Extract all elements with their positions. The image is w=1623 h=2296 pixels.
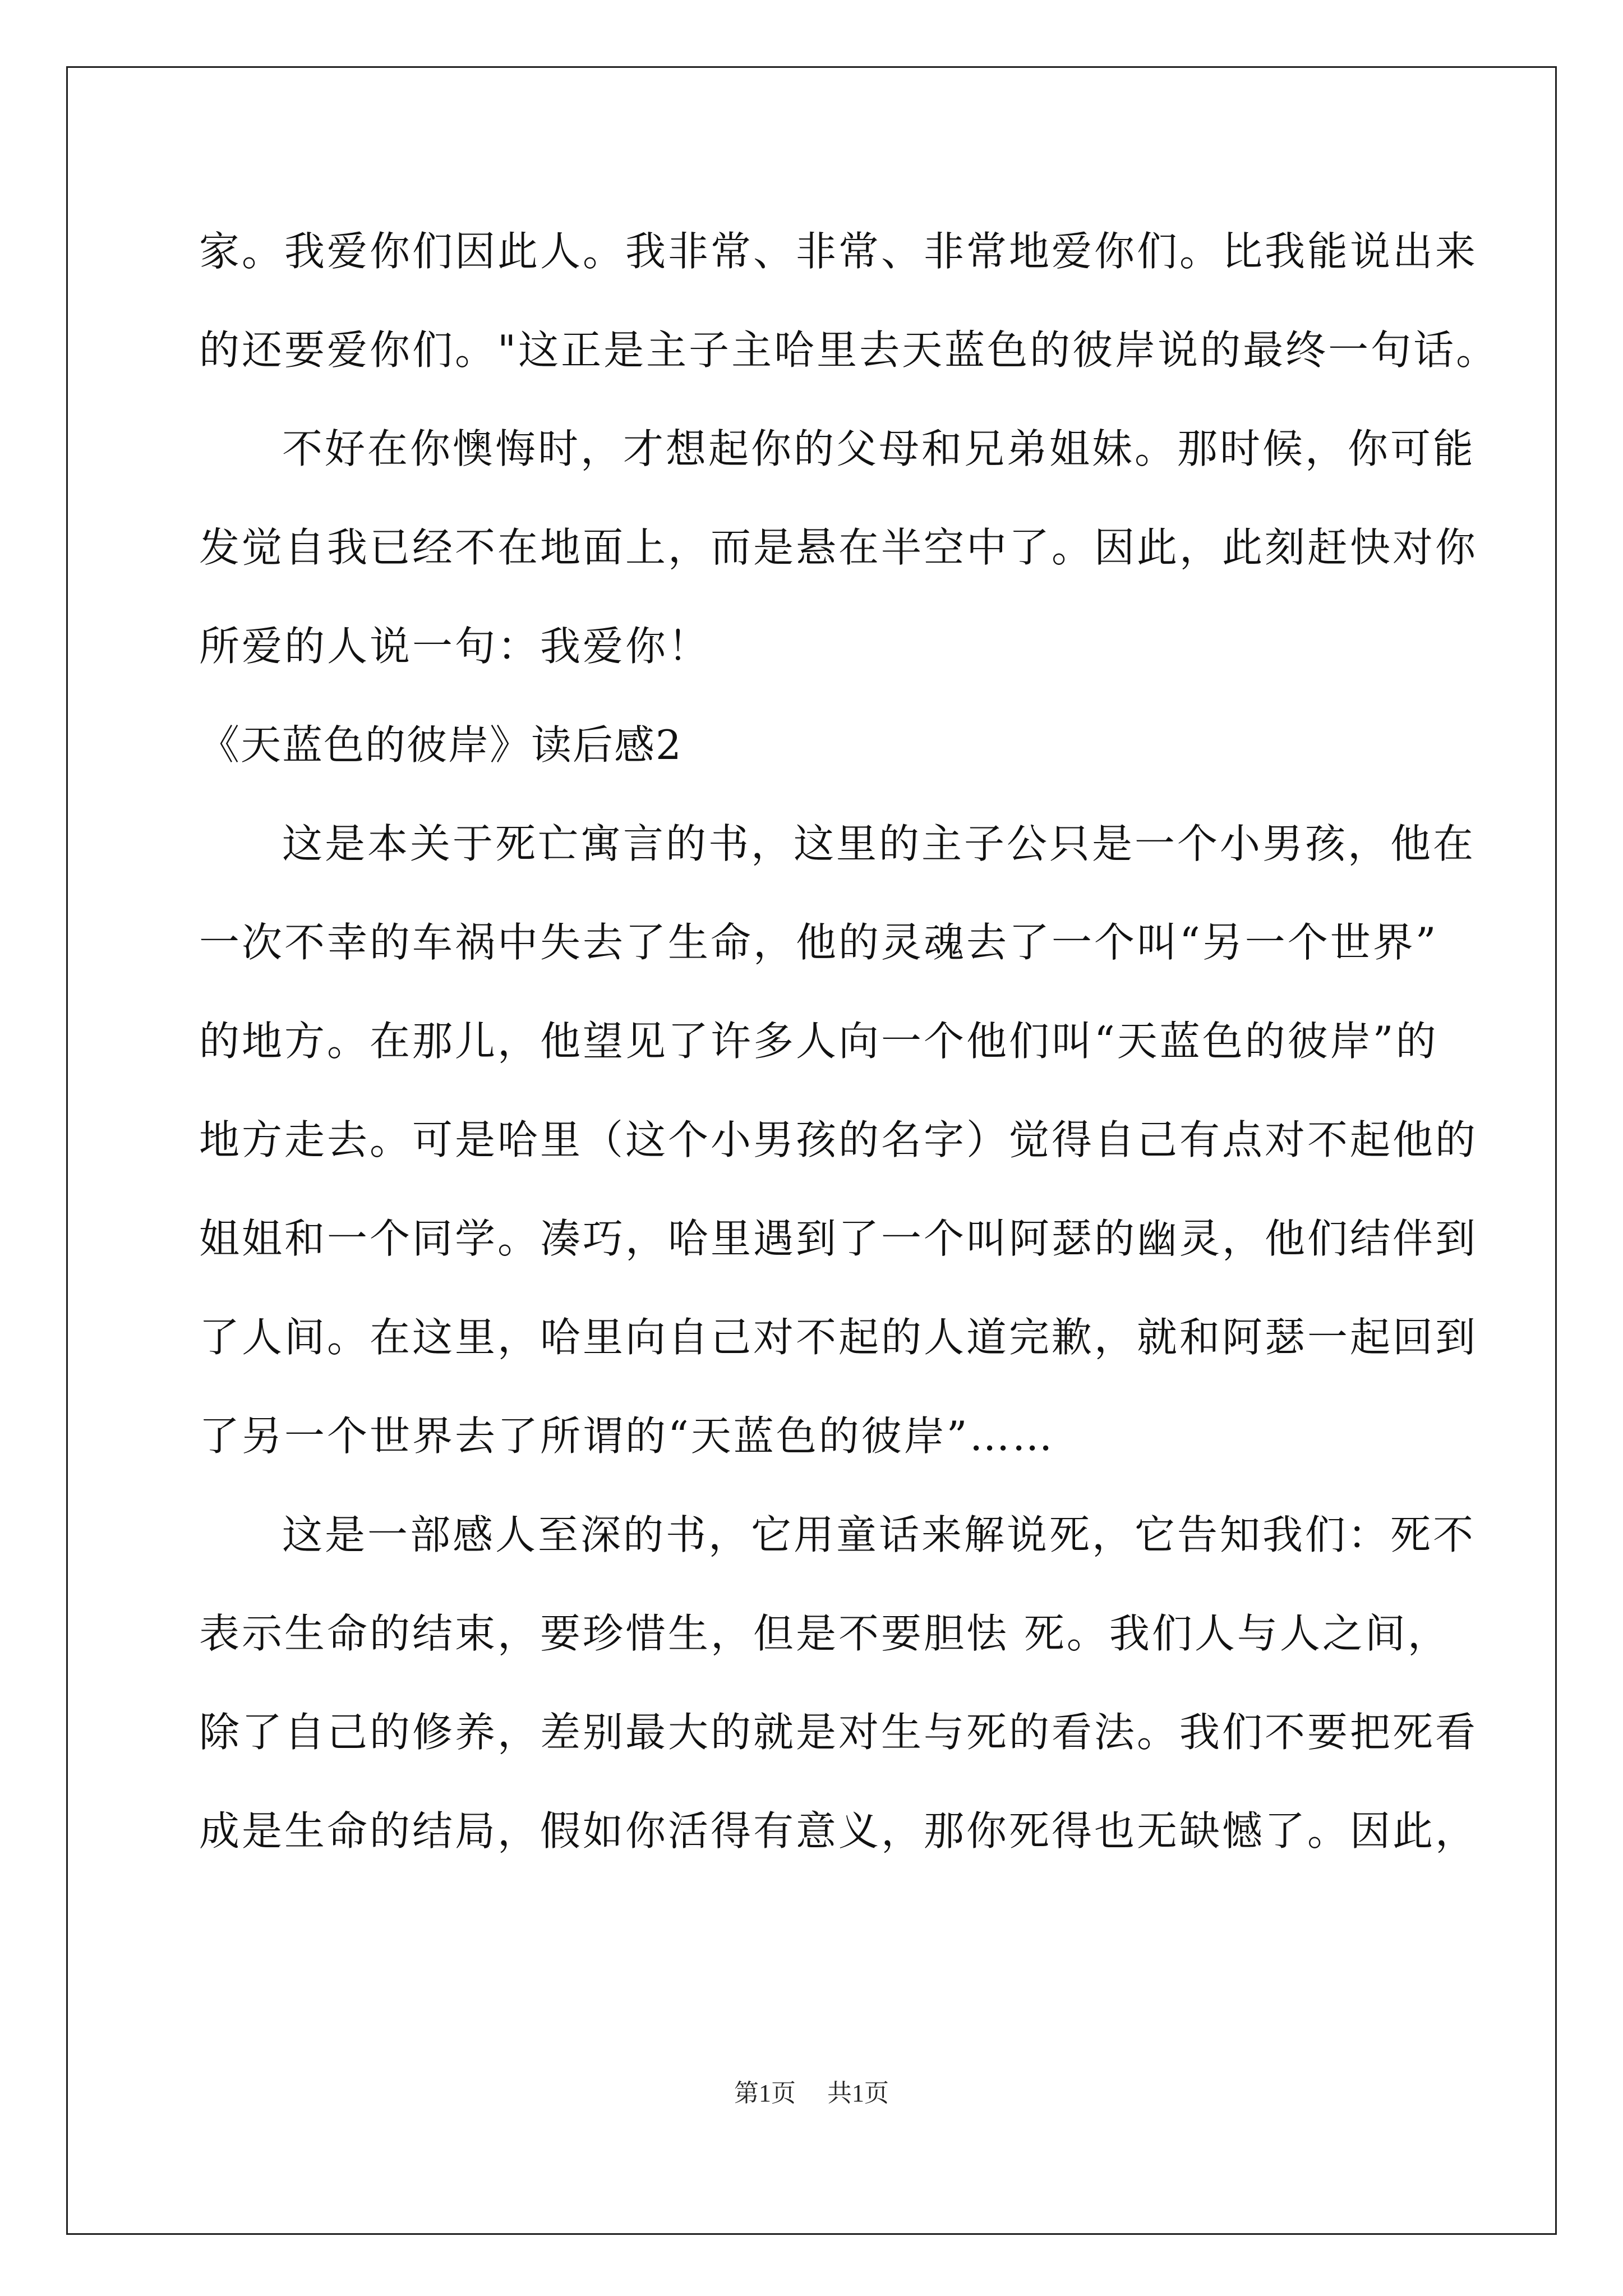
text-line: 这是本关于死亡寓言的书，这里的主子公只是一个小男孩，他在	[282, 820, 1476, 867]
text-line: 所爱的人说一句：我爱你！	[199, 623, 711, 670]
text-line: 不好在你懊悔时，才想起你的父母和兄弟姐妹。那时候，你可能	[282, 425, 1476, 472]
page-number: 第1页	[734, 2079, 796, 2107]
text-line: 一次不幸的车祸中失去了生命，他的灵魂去了一个叫“另一个世界”	[199, 919, 1438, 966]
text-line: 姐姐和一个同学。凑巧，哈里遇到了一个叫阿瑟的幽灵，他们结伴到	[199, 1215, 1478, 1262]
text-line: 了另一个世界去了所谓的“天蓝色的彼岸”……	[199, 1412, 1055, 1460]
text-line: 表示生命的结束，要珍惜生，但是不要胆怯 死。我们人与人之间，	[199, 1610, 1450, 1657]
section-heading: 《天蓝色的彼岸》读后感2	[199, 721, 683, 769]
text-line: 的还要爱你们。"这正是主子主哈里去天蓝色的彼岸说的最终一句话。	[199, 326, 1499, 374]
text-line: 这是一部感人至深的书，它用童话来解说死，它告知我们：死不	[282, 1511, 1476, 1558]
text-line: 了人间。在这里，哈里向自己对不起的人道完歉，就和阿瑟一起回到	[199, 1314, 1478, 1361]
text-line: 的地方。在那儿，他望见了许多人向一个他们叫“天蓝色的彼岸”的	[199, 1018, 1438, 1065]
text-line: 家。我爱你们因此人。我非常、非常、非常地爱你们。比我能说出来	[199, 228, 1478, 275]
page-footer	[0, 2077, 1623, 2110]
text-line: 发觉自我已经不在地面上，而是悬在半空中了。因此，此刻赶快对你	[199, 524, 1478, 571]
page-total: 共1页	[827, 2079, 889, 2107]
text-line: 地方走去。可是哈里（这个小男孩的名字）觉得自己有点对不起他的	[199, 1116, 1478, 1163]
text-line: 成是生命的结局，假如你活得有意义，那你死得也无缺憾了。因此，	[199, 1807, 1478, 1855]
document-body	[199, 202, 1499, 1880]
text-line: 除了自己的修养，差别最大的就是对生与死的看法。我们不要把死看	[199, 1709, 1478, 1756]
